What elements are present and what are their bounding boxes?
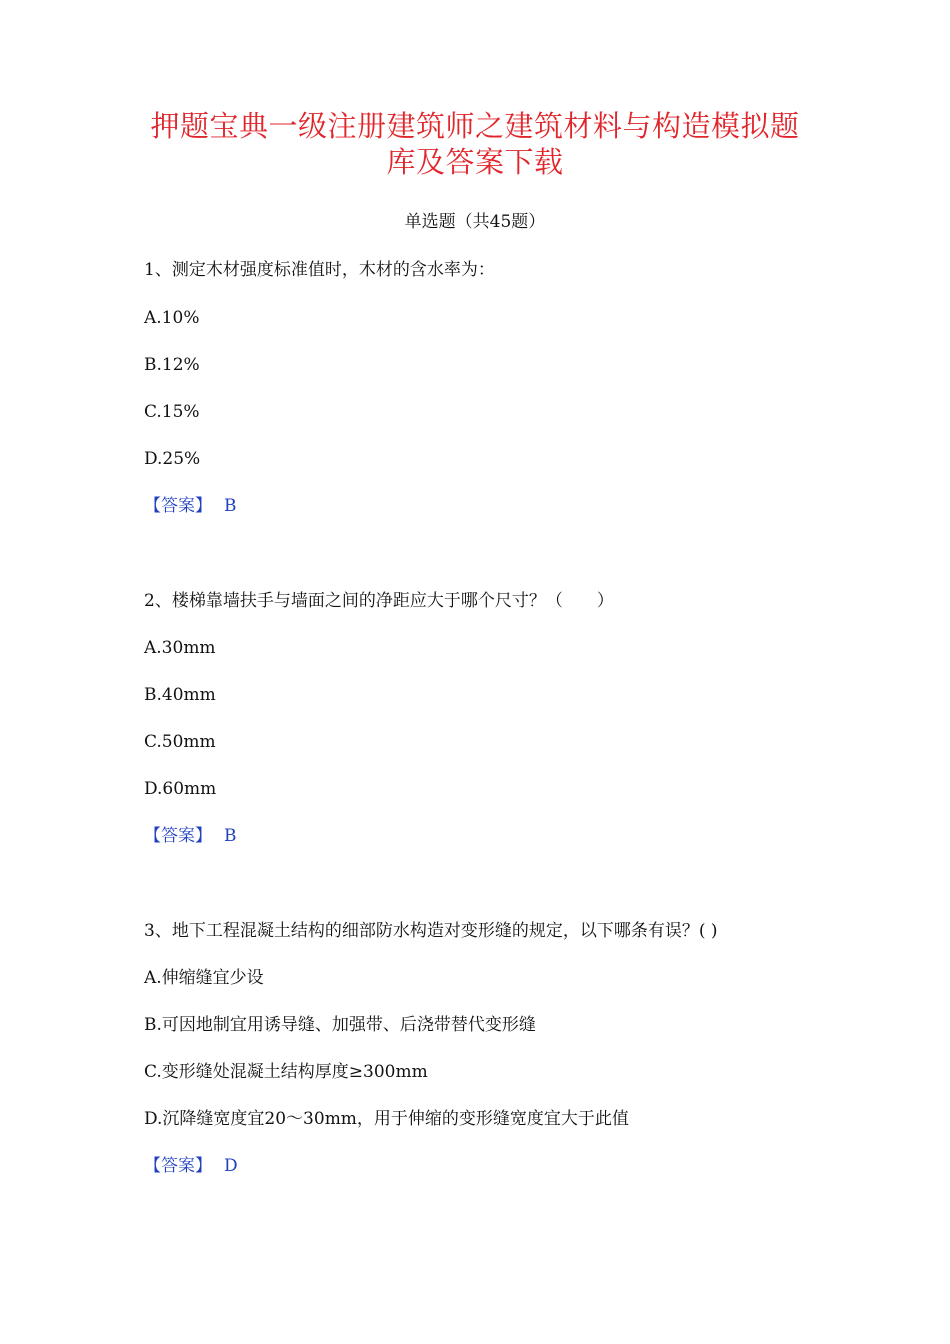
answer-value: D [224, 1156, 238, 1176]
question-1-stem: 1、测定木材强度标准值时，木材的含水率为： [144, 260, 495, 280]
question-2-answer [144, 824, 237, 848]
document-title-line-2: 库及答案下载 [386, 145, 564, 179]
question-3-option-a: A.伸缩缝宜少设 [144, 968, 264, 988]
question-2-option-b: B.40mm [144, 685, 216, 705]
question-1-option-c: C.15% [144, 402, 200, 422]
question-2-option-c: C.50mm [144, 732, 216, 752]
question-3-answer [144, 1154, 238, 1178]
question-2-stem: 2、楼梯靠墙扶手与墙面之间的净距应大于哪个尺寸？（ ） [144, 591, 614, 611]
answer-tag: 【答案】 [144, 496, 212, 516]
document-title-line-1: 押题宝典一级注册建筑师之建筑材料与构造模拟题 [150, 109, 800, 143]
section-heading: 单选题（共45题） [404, 212, 546, 232]
question-3-option-b: B.可因地制宜用诱导缝、加强带、后浇带替代变形缝 [144, 1015, 536, 1035]
question-3-option-c: C.变形缝处混凝土结构厚度≥300mm [144, 1062, 428, 1082]
question-1-option-a: A.10% [144, 308, 200, 328]
question-1-option-b: B.12% [144, 355, 200, 375]
answer-tag: 【答案】 [144, 1156, 212, 1176]
question-1-option-d: D.25% [144, 449, 201, 469]
answer-tag: 【答案】 [144, 826, 212, 846]
question-2-option-d: D.60mm [144, 779, 217, 799]
question-3-option-d: D.沉降缝宽度宜20～30mm，用于伸缩的变形缝宽度宜大于此值 [144, 1109, 629, 1129]
answer-value: B [224, 496, 237, 516]
question-1-answer [144, 494, 237, 518]
question-2-option-a: A.30mm [144, 638, 216, 658]
answer-value: B [224, 826, 237, 846]
question-3-stem: 3、地下工程混凝土结构的细部防水构造对变形缝的规定，以下哪条有误？( ) [144, 921, 718, 941]
